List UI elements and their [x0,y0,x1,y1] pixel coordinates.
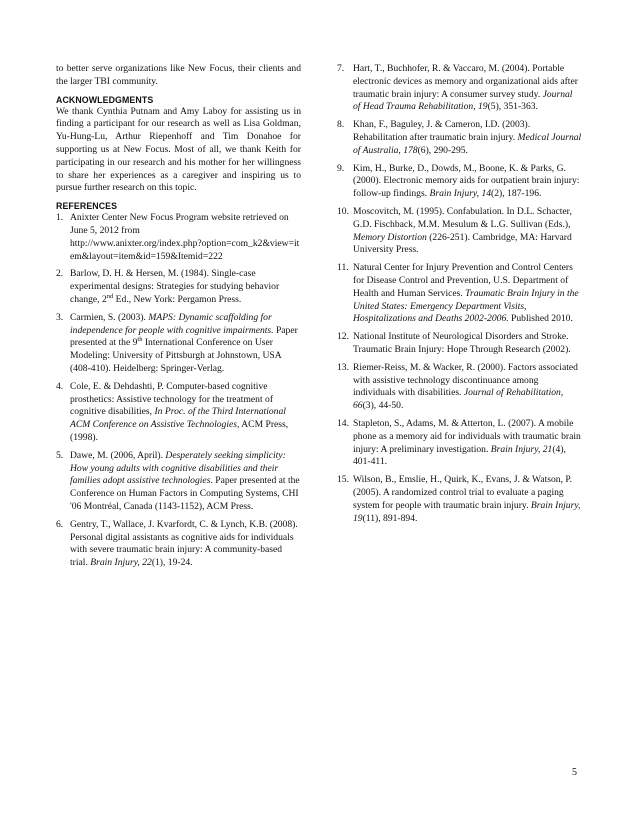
reference-fragment: (4), 401-411. [353,443,566,468]
references-list-right [337,63,582,525]
reference-fragment: Dawe, M. (2006, April). [70,449,166,461]
reference-text [70,381,301,445]
reference-fragment: Riemer-Reiss, M. & Wacker, R. (2000). Factors associated with assistive technology discontinuance among individuals with disabilities. [353,361,578,399]
reference-title: Brain Injury, 22 [90,557,152,569]
reference-title: Brain Injury, 19 [353,499,581,524]
reference-fragment: (6), 290-295. [417,144,468,156]
reference-title: Journal of Rehabilitation, 66 [353,387,564,412]
reference-fragment: (226-251). Cambridge, MA: Harvard University Press. [353,231,572,256]
reference-number: 14. [337,417,349,429]
reference-item [56,381,301,445]
reference-fragment: Stapleton, S., Adams, M. & Atterton, L. (2007). A mobile phone as a memory aid for individuals with traumatic brain injury: A preliminary investigation. [353,417,581,455]
reference-text [353,119,582,157]
reference-text [70,519,301,570]
reference-title: Journal of Head Trauma Rehabilitation, 19 [353,88,573,113]
reference-number: 11. [337,262,349,274]
reference-fragment: Natural Center for Injury Prevention and Control Centers for Disease Control and Prevention, U.S. Department of Health and Human Services. [353,262,573,299]
reference-title: Traumatic Brain Injury in the United States: Emergency Department Visits, Hospitalizations and Deaths 2002-2006. [353,287,579,325]
reference-text [353,474,582,525]
reference-item [337,119,582,157]
reference-number: 13. [337,361,349,373]
reference-number: 3. [56,311,64,323]
reference-number: 10. [337,205,349,217]
reference-title: MAPS: Dynamic scaffolding for independence for people with cognitive impairments. [70,311,274,336]
page-number: 5 [572,767,577,778]
reference-text [353,331,582,357]
reference-item [56,450,301,514]
reference-fragment: , ACM Press, (1998). [70,419,289,443]
reference-fragment: Moscovitch, M. (1995). Confabulation. In D.L. Schacter, G.D. Fischback, M.M. Mesulum & L.G. Sullivan (Eds.), [353,205,572,230]
reference-item [56,312,301,376]
reference-number: 7. [337,63,345,74]
reference-text [353,63,582,114]
reference-item [337,206,582,257]
reference-number: 15. [337,474,349,486]
reference-fragment: Kim, H., Burke, D., Dowds, M., Boone, K. & Parks, G. (2000). Electronic memory aids for outpatient brain injury: follow-up findings. [353,162,580,200]
reference-fragment: (3), 44-50. [362,400,404,412]
reference-item [337,331,582,357]
reference-title: Desperately seeking simplicity: How young adults with cognitive disabilities and their families adopt assistive technologies [70,449,286,487]
reference-text [70,450,301,514]
reference-number: 1. [56,212,64,224]
reference-fragment: International Conference on User Modeling: University of Pittsburgh at Johnstown, USA (408-410). Heidelberg: Springer-Verlag. [70,337,282,374]
reference-number: 5. [56,449,64,461]
reference-fragment: Barlow, D. H. & Hersen, M. (1984). Single-case experimental designs: Strategies for studying behavior change, 2 [70,268,280,305]
reference-fragment: Paper presented at the 9 [70,324,298,349]
reference-number: 8. [337,119,345,131]
reference-fragment: (5), 351-363. [487,101,538,113]
references-list-left [56,212,301,570]
reference-item [56,519,301,570]
reference-fragment: Carmien, S. (2003). [70,311,149,323]
reference-title: Brain Injury, 21 [490,443,553,455]
reference-number: 12. [337,331,349,343]
reference-item [337,163,582,201]
reference-item [337,262,582,326]
reference-url[interactable]: http://www.anixter.org/index.php?option=com_k2&view=item&layout=item&id=159&Itemid=222 [70,237,300,262]
reference-item [56,268,301,306]
reference-title: Memory Distortion [353,231,427,243]
reference-fragment: Gentry, T., Wallace, J. Kvarfordt, C. & Lynch, K.B. (2008). Personal digital assistants as cognitive aids for individuals with severe traumatic brain injury: A community-based trial. [70,518,298,569]
reference-fragment: Published 2010. [508,313,573,325]
reference-fragment: Wilson, B., Emslie, H., Quirk, K., Evans, J. & Watson, P. (2005). A randomized control trial to evaluate a paging system for people with traumatic brain injury. [353,474,573,511]
reference-text [353,163,582,201]
acknowledgments-paragraph: We thank Cynthia Putnam and Amy Laboy for assisting us in finding a participant for our research as well as Lisa Goldman, Yu-Hung-Lu, Arthur Riepenhoff and Tim Donahoe for supporting us at New Focus. Most of all, we thank Keith for participating in our research and his mother for her willingness to share her experiences as a caregiver and inspiring us to pursue further research on this topic. [56,105,301,194]
ordinal-suffix: th [137,336,143,344]
reference-text [353,418,582,469]
left-column [56,63,301,575]
reference-title: In Proc. of the Third International ACM Conference on Assistive Technologies [70,406,286,431]
reference-fragment: Ed., New York: Pergamon Press. [113,293,242,305]
reference-item [56,212,301,263]
ordinal-suffix: nd [106,292,114,300]
reference-fragment: National Institute of Neurological Disorders and Stroke. Traumatic Brain Injury: Hope Through Research (2002). [353,331,571,355]
references-heading: REFERENCES [56,201,118,212]
reference-item [337,474,582,525]
reference-number: 2. [56,268,64,280]
reference-fragment: Khan, F., Baguley, J. & Cameron, I.D. (2003). Rehabilitation after traumatic brain injury. [353,119,531,143]
reference-fragment: Hart, T., Buchhofer, R. & Vaccaro, M. (2004). Portable electronic devices as memory and organizational aids after traumatic brain injury: A consumer survey study. [353,63,578,100]
reference-text [353,206,582,257]
acknowledgments-heading: ACKNOWLEDGMENTS [56,94,154,105]
reference-fragment: Cole, E. & Dehdashti, P. Computer-based cognitive prosthetics: Assistive technology for the treatment of cognitive disabilities, [70,380,274,418]
reference-number: 4. [56,380,64,392]
reference-text [70,312,301,376]
reference-text [70,212,301,263]
reference-text [353,362,582,413]
reference-fragment: Anixter Center New Focus Program website retrieved on June 5, 2012 from [70,212,289,236]
reference-fragment: (11), 891-894. [362,512,418,524]
reference-text [353,262,582,326]
reference-fragment: (1), 19-24. [151,557,193,569]
reference-title: Brain Injury, 14 [429,188,492,200]
reference-fragment: . Paper presented at the Conference on Human Factors in Computing Systems, CHI '06 Montréal, Canada (1143-1152), ACM Press. [70,475,300,512]
reference-number: 6. [56,518,64,530]
reference-title: Medical Journal of Australia, 178 [353,131,582,156]
right-column [337,63,582,530]
reference-item [337,362,582,413]
reference-fragment: (2), 187-196. [491,188,542,200]
reference-number: 9. [337,162,345,174]
reference-item [337,63,582,114]
reference-item [337,418,582,469]
reference-text [70,268,301,306]
intro-paragraph: to better serve organizations like New Focus, their clients and the larger TBI community. [56,63,301,87]
